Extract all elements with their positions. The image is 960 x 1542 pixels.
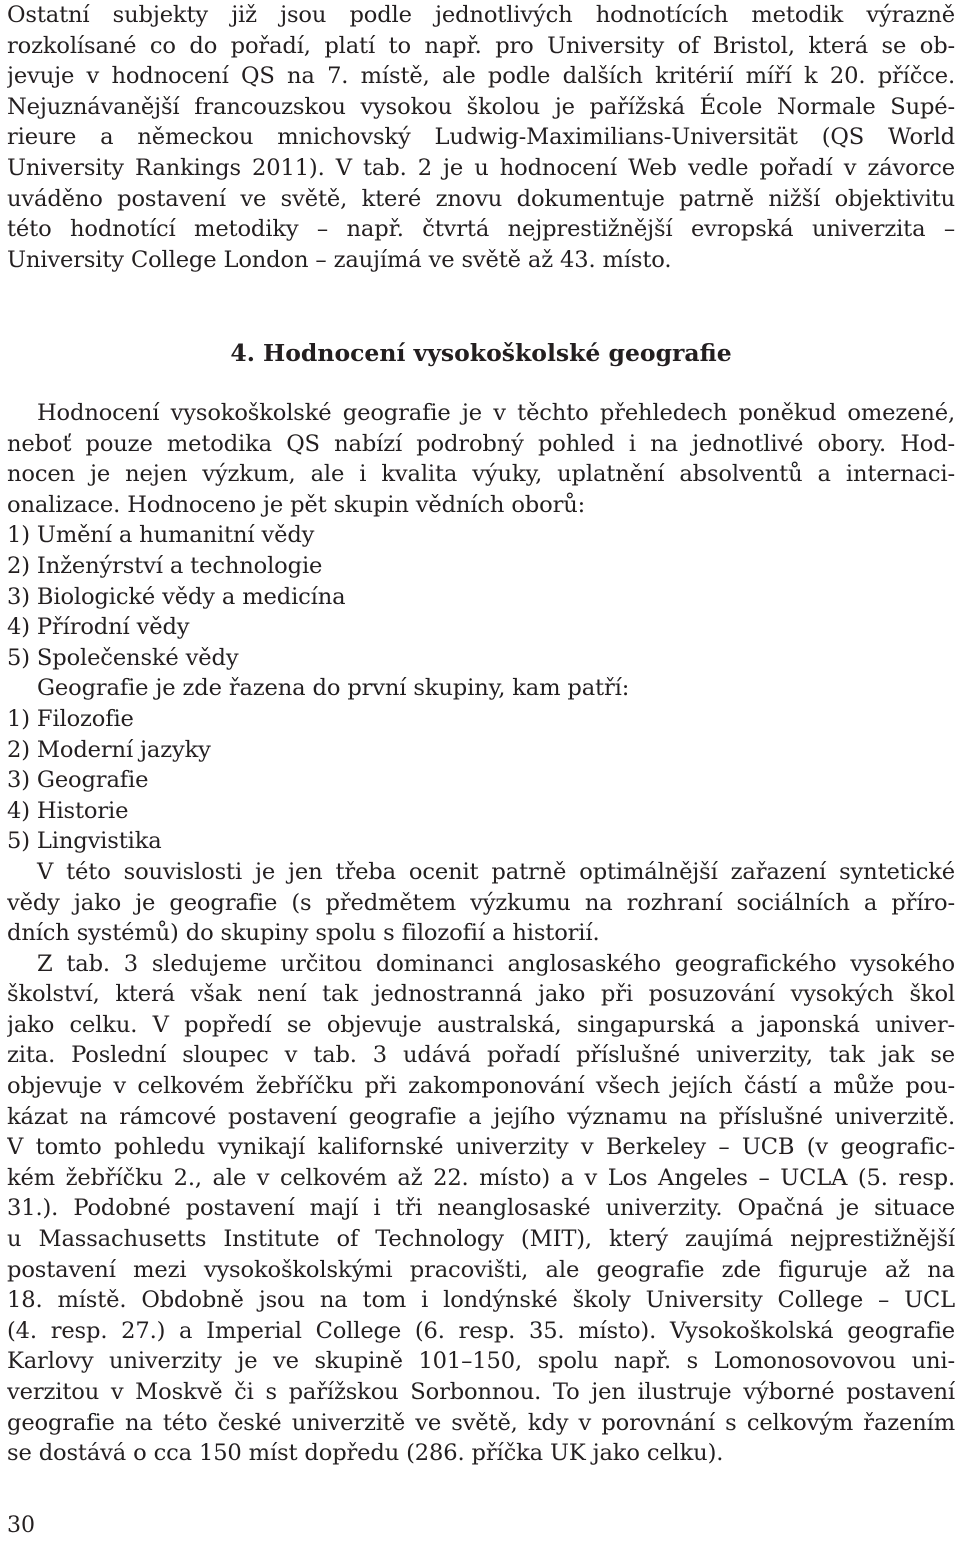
text-line: dních systémů) do skupiny spolu s filozofií a historií. <box>7 920 600 947</box>
text-line: uváděno postavení ve světě, které znovu dokumentuje patrně nižší objektivitu <box>7 185 955 212</box>
text-line: neboť pouze metodika QS nabízí podrobný pohled i na jednotlivé obory. Hod- <box>7 430 955 457</box>
section-heading: 4. Hodnocení vysokoškolské geografie <box>230 339 732 367</box>
list-item: 4) Historie <box>7 797 129 824</box>
list-item: 5) Společenské vědy <box>7 644 239 671</box>
text-line: Z tab. 3 sledujeme určitou dominanci anglosaského geografického vysokého <box>37 950 955 977</box>
text-line: objevuje v celkovém žebříčku při zakomponování všech jejích částí a může pou- <box>7 1073 955 1100</box>
list-item: 2) Moderní jazyky <box>7 736 211 763</box>
text-line: 18. místě. Obdobně jsou na tom i londýnské školy University College – UCL <box>7 1287 955 1314</box>
text-line: verzitou v Moskvě či s pařížskou Sorbonnou. To jen ilustruje výborné postavení <box>7 1379 955 1405</box>
text-line: kém žebříčku 2., ale v celkovém až 22. místo) a v Los Angeles – UCLA (5. resp. <box>7 1164 955 1191</box>
text-line: University College London – zaujímá ve světě až 43. místo. <box>7 246 672 273</box>
text-line: jako celku. V popředí se objevuje australská, singapurská a japonská univer- <box>7 1011 955 1038</box>
text-line: 31.). Podobné postavení mají i tři neanglosaské univerzity. Opačná je situace <box>7 1195 955 1222</box>
text-line: se dostává o cca 150 míst dopředu (286. příčka UK jako celku). <box>7 1440 724 1467</box>
text-line: Geografie je zde řazena do první skupiny, kam patří: <box>37 675 630 702</box>
paragraph-geography <box>7 398 955 1469</box>
list-item: 1) Filozofie <box>7 705 134 732</box>
text-line: University Rankings 2011). V tab. 2 je u hodnocení Web vedle pořadí v závorce <box>7 154 955 181</box>
list-item: 3) Biologické vědy a medicína <box>7 583 346 610</box>
list-item: 3) Geografie <box>7 767 149 794</box>
text-line: Karlovy univerzity je ve skupině 101–150, spolu např. s Lomonosovovou uni- <box>7 1348 955 1375</box>
text-line: postavení mezi vysokoškolskými pracovišti, ale geografie zde figuruje až na <box>7 1256 955 1283</box>
text-line: školství, která však není tak jednostranná jako při posuzování vysokých škol <box>7 981 955 1008</box>
list-item: 1) Umění a humanitní vědy <box>7 522 315 549</box>
text-line: zita. Poslední sloupec v tab. 3 udává pořadí příslušné univerzity, tak jak se <box>7 1042 955 1069</box>
text-line: V této souvislosti je jen třeba ocenit patrně optimálnější zařazení syntetické <box>37 858 955 885</box>
text-line: Ostatní subjekty již jsou podle jednotlivých hodnotících metodik výrazně <box>7 2 955 28</box>
text-line: V tomto pohledu vynikají kalifornské univerzity v Berkeley – UCB (v geografic- <box>7 1134 955 1161</box>
list-item: 2) Inženýrství a technologie <box>7 552 323 579</box>
text-line: onalizace. Hodnoceno je pět skupin vědních oborů: <box>7 491 586 518</box>
page-number: 30 <box>7 1513 35 1538</box>
text-line: Hodnocení vysokoškolské geografie je v těchto přehledech poněkud omezené, <box>37 400 955 426</box>
text-line: vědy jako je geografie (s předmětem výzkumu na rozhraní sociálních a příro- <box>7 889 955 916</box>
text-line: nocen je nejen výzkum, ale i kvalita výuky, uplatnění absolventů a internaci- <box>7 461 955 488</box>
text-line: (4. resp. 27.) a Imperial College (6. resp. 35. místo). Vysokoškolská geografie <box>7 1317 955 1344</box>
paragraph-rankings <box>7 0 955 275</box>
list-item: 4) Přírodní vědy <box>7 614 190 641</box>
list-item: 5) Lingvistika <box>7 828 162 855</box>
text-line: jevuje v hodnocení QS na 7. místě, ale podle dalších kritérií míří k 20. příčce. <box>7 63 955 90</box>
text-line: rozkolísané co do pořadí, platí to např. pro University of Bristol, která se ob- <box>7 32 955 59</box>
text-line: této hodnotící metodiky – např. čtvrtá nejprestižnější evropská univerzita – <box>7 216 955 243</box>
text-line: u Massachusetts Institute of Technology (MIT), který zaujímá nejprestižnější <box>7 1226 955 1253</box>
text-line: Nejuznávanější francouzskou vysokou školou je pařížská École Normale Supé- <box>7 93 955 120</box>
text-line: rieure a německou mnichovský Ludwig-Maximilians-Universität (QS World <box>7 124 955 151</box>
text-line: geografie na této české univerzitě ve světě, kdy v porovnání s celkovým řazením <box>7 1409 955 1436</box>
text-line: kázat na rámcové postavení geografie a jejího významu na příslušné univerzitě. <box>7 1103 955 1130</box>
